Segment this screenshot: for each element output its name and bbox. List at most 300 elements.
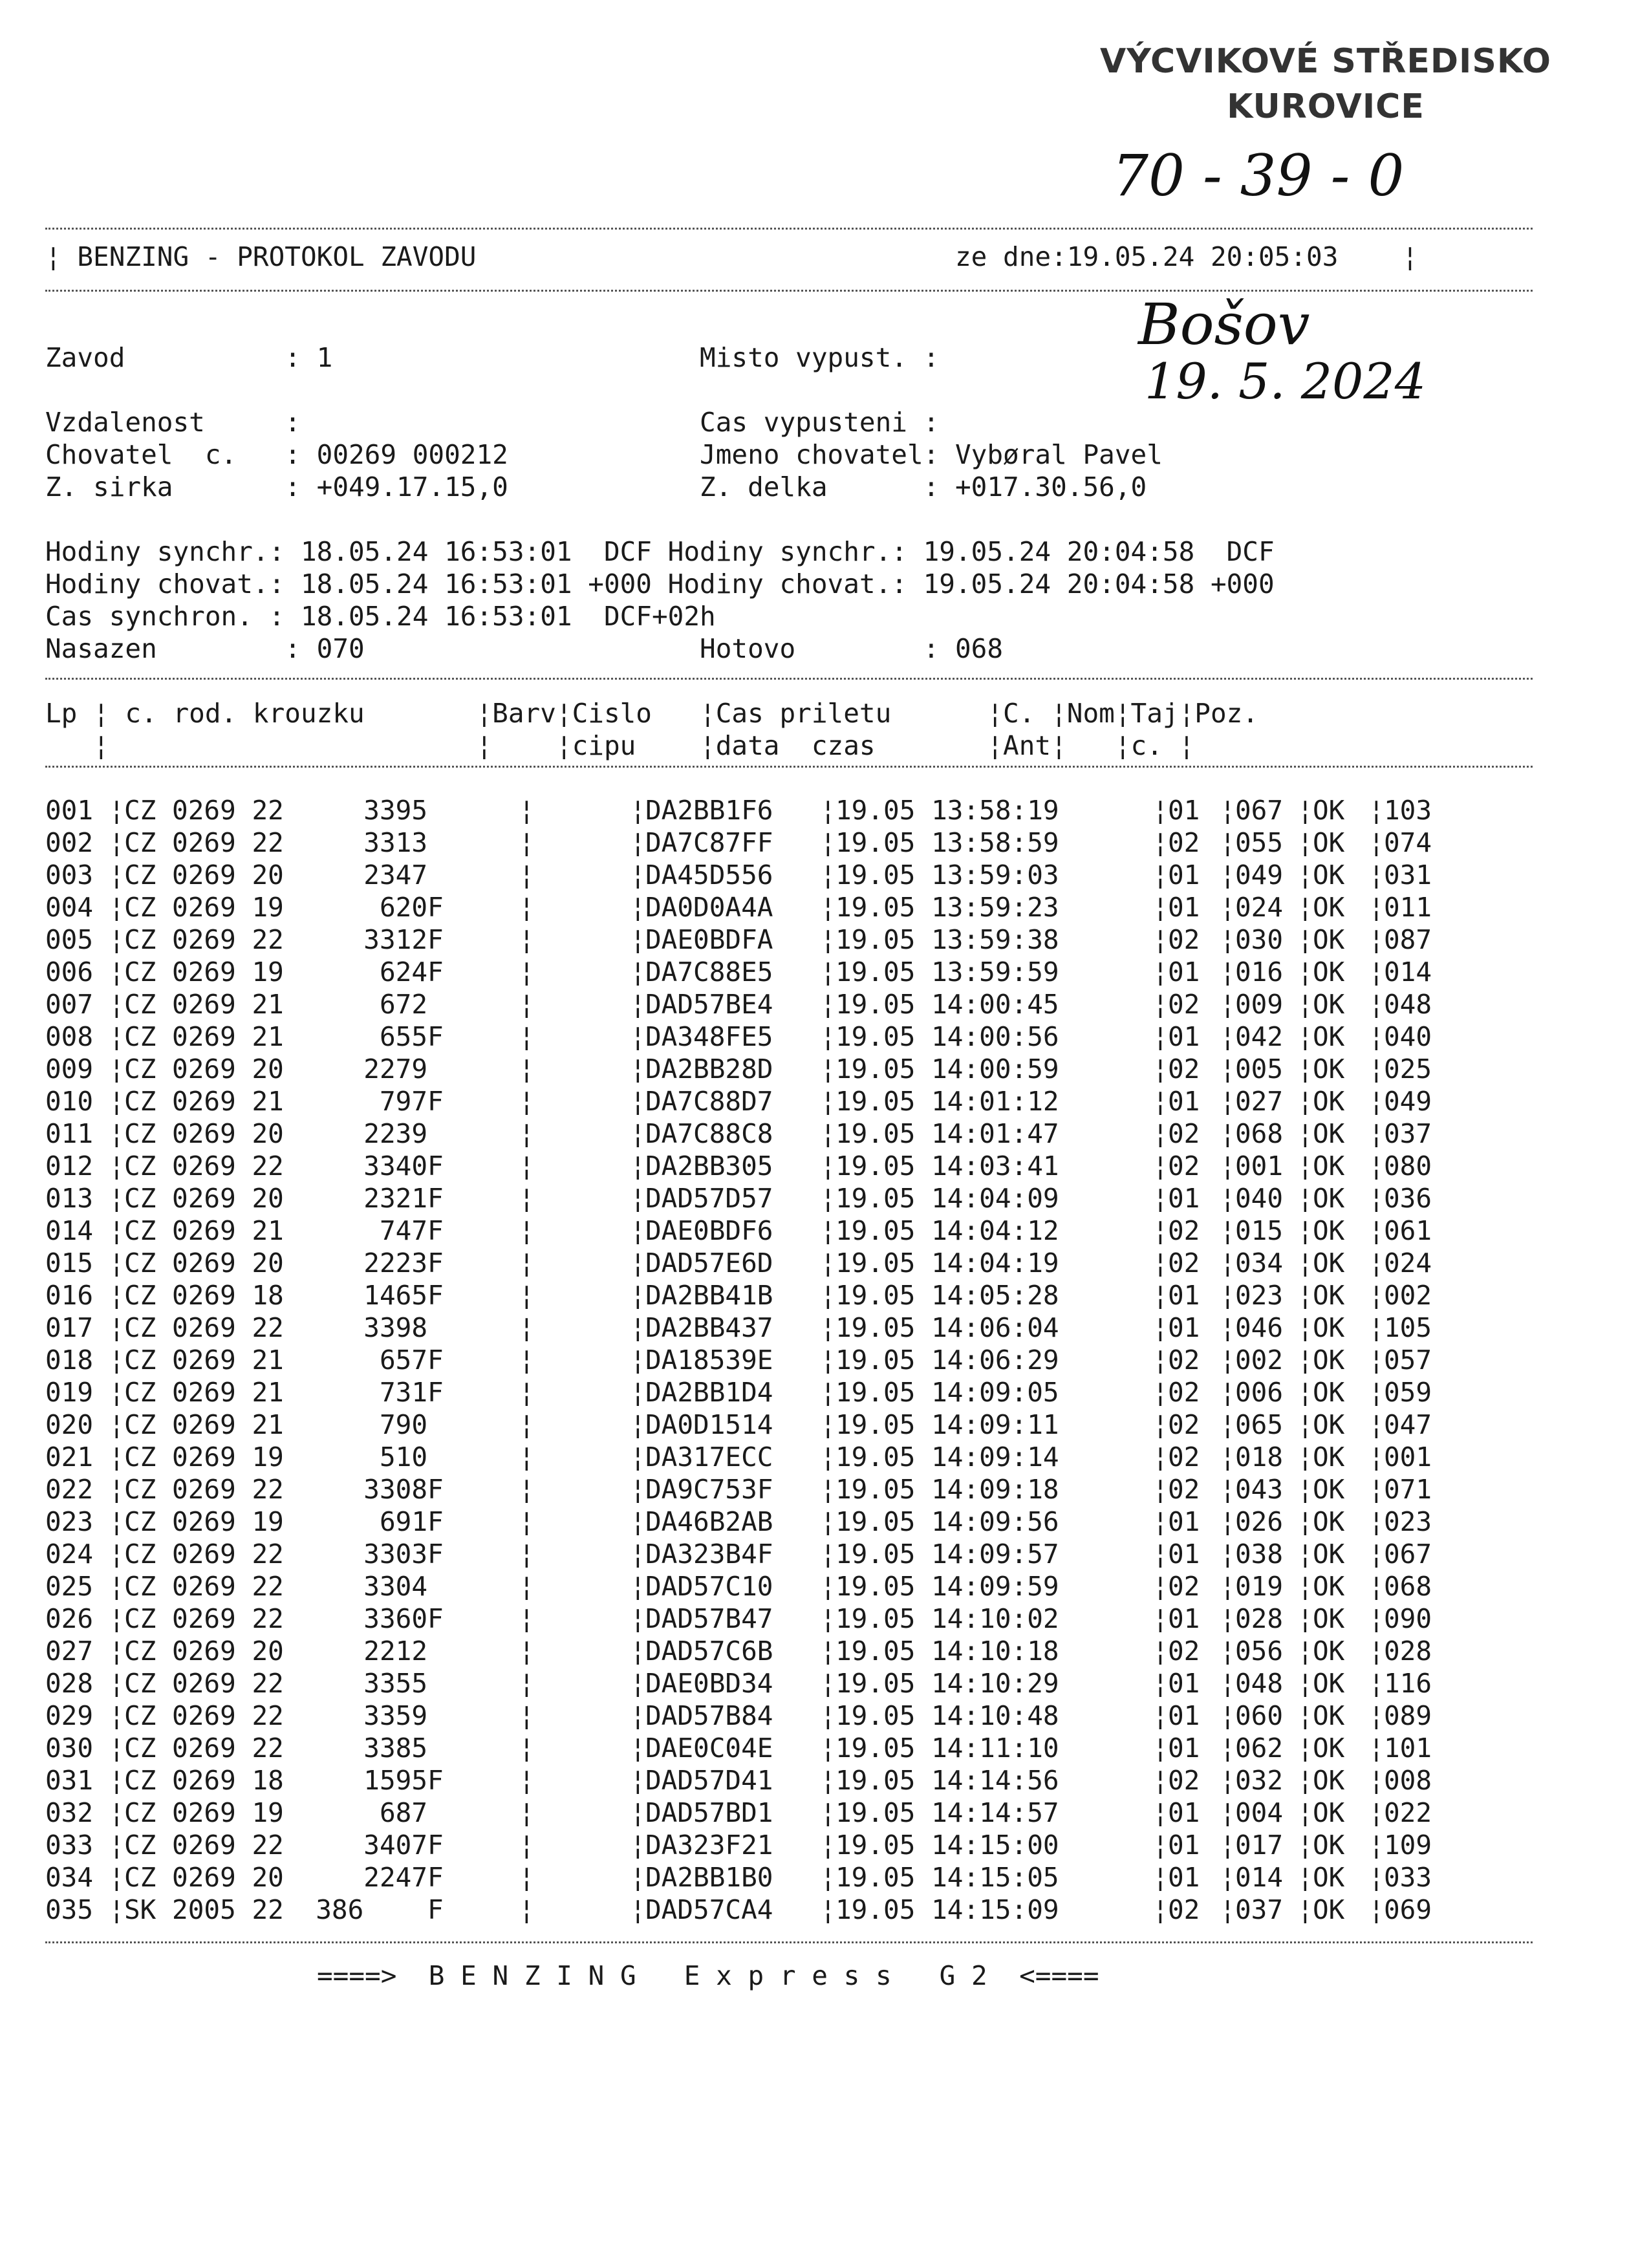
cell-position: 037 bbox=[1384, 1118, 1432, 1149]
column-separator: ¦ bbox=[109, 1539, 125, 1570]
column-separator: ¦ bbox=[1220, 1409, 1236, 1440]
cell-arrival-time: 19.05 14:14:56 bbox=[835, 1765, 1059, 1796]
cell-ring-number: CZ 0269 21 731F bbox=[124, 1377, 444, 1408]
column-separator: ¦ bbox=[109, 1377, 125, 1408]
column-separator: ¦ bbox=[1368, 1377, 1385, 1408]
cell-position: 069 bbox=[1384, 1894, 1432, 1925]
cell-antenna: 02 bbox=[1168, 1474, 1200, 1505]
column-separator: ¦ bbox=[1152, 1862, 1169, 1893]
column-separator: ¦ bbox=[630, 924, 646, 955]
cell-position: 080 bbox=[1384, 1150, 1432, 1182]
column-separator: ¦ bbox=[630, 1797, 646, 1828]
cell-ring-number: CZ 0269 22 3355 bbox=[124, 1668, 444, 1699]
column-separator: ¦ bbox=[519, 1506, 535, 1537]
cell-chip-number: DAD57E6D bbox=[645, 1247, 773, 1279]
cell-antenna: 01 bbox=[1168, 1733, 1200, 1764]
column-separator: ¦ bbox=[820, 1118, 836, 1149]
cell-nomination: 032 bbox=[1235, 1765, 1284, 1796]
column-separator: ¦ bbox=[109, 1474, 125, 1505]
column-separator: ¦ bbox=[1220, 1442, 1236, 1473]
cell-antenna: 01 bbox=[1168, 1021, 1200, 1052]
column-separator: ¦ bbox=[1220, 859, 1236, 891]
column-separator: ¦ bbox=[820, 1830, 836, 1861]
column-separator: ¦ bbox=[1220, 827, 1236, 858]
cell-ring-number: CZ 0269 21 797F bbox=[124, 1086, 444, 1117]
cell-secret-code: OK bbox=[1313, 1183, 1345, 1214]
table-row bbox=[45, 1473, 1449, 1506]
column-separator: ¦ bbox=[1297, 1215, 1313, 1246]
table-row bbox=[45, 1538, 1449, 1570]
column-separator: ¦ bbox=[820, 1312, 836, 1343]
column-separator: ¦ bbox=[1297, 1539, 1313, 1570]
cell-color bbox=[534, 1797, 630, 1829]
column-separator: ¦ bbox=[1297, 859, 1313, 891]
column-separator: ¦ bbox=[1297, 1442, 1313, 1473]
column-separator: ¦ bbox=[1368, 1830, 1385, 1861]
cell-antenna: 01 bbox=[1168, 1603, 1200, 1634]
column-separator: ¦ bbox=[109, 1700, 125, 1731]
cell-secret-code: OK bbox=[1313, 1636, 1345, 1667]
column-separator: ¦ bbox=[519, 1830, 535, 1861]
cell-antenna: 02 bbox=[1168, 1150, 1200, 1182]
cell-arrival-time: 19.05 14:04:09 bbox=[835, 1183, 1059, 1214]
cell-antenna: 01 bbox=[1168, 1700, 1200, 1731]
column-separator: ¦ bbox=[1368, 1894, 1385, 1925]
cell-ring-number: CZ 0269 22 3313 bbox=[124, 827, 444, 858]
cell-row-number: 029 bbox=[45, 1700, 94, 1731]
cell-ring-number: CZ 0269 22 3398 bbox=[124, 1312, 444, 1343]
column-separator: ¦ bbox=[1368, 1280, 1385, 1311]
column-separator: ¦ bbox=[1152, 1636, 1169, 1667]
cell-nomination: 009 bbox=[1235, 989, 1284, 1020]
cell-chip-number: DA18539E bbox=[645, 1345, 773, 1376]
column-separator: ¦ bbox=[1368, 1797, 1385, 1828]
cell-antenna: 01 bbox=[1168, 1797, 1200, 1828]
cell-position: 033 bbox=[1384, 1862, 1432, 1893]
cell-nomination: 027 bbox=[1235, 1086, 1284, 1117]
cell-chip-number: DA45D556 bbox=[645, 859, 773, 891]
cell-secret-code: OK bbox=[1313, 1280, 1345, 1311]
table-row bbox=[45, 1506, 1449, 1538]
column-separator: ¦ bbox=[109, 859, 125, 891]
cell-chip-number: DA0D0A4A bbox=[645, 892, 773, 923]
cell-chip-number: DAE0BD34 bbox=[645, 1668, 773, 1699]
cell-antenna: 02 bbox=[1168, 1636, 1200, 1667]
column-separator: ¦ bbox=[820, 1506, 836, 1537]
handwritten-code: 70 - 39 - 0 bbox=[1112, 142, 1405, 209]
cell-color bbox=[534, 826, 630, 859]
column-separator: ¦ bbox=[1368, 989, 1385, 1020]
cell-secret-code: OK bbox=[1313, 1345, 1345, 1376]
arrivals-table bbox=[45, 794, 1449, 1926]
column-separator: ¦ bbox=[109, 989, 125, 1020]
cell-secret-code: OK bbox=[1313, 1603, 1345, 1634]
cell-row-number: 004 bbox=[45, 892, 94, 923]
column-separator: ¦ bbox=[630, 1312, 646, 1343]
cell-color bbox=[534, 1409, 630, 1441]
cell-arrival-time: 19.05 14:14:57 bbox=[835, 1797, 1059, 1828]
column-separator: ¦ bbox=[1297, 1733, 1313, 1764]
column-separator: ¦ bbox=[1297, 1506, 1313, 1537]
column-separator: ¦ bbox=[1220, 1215, 1236, 1246]
cell-chip-number: DA2BB41B bbox=[645, 1280, 773, 1311]
column-separator: ¦ bbox=[109, 1215, 125, 1246]
cell-color bbox=[534, 1829, 630, 1861]
column-separator: ¦ bbox=[630, 1700, 646, 1731]
cell-color bbox=[534, 1215, 630, 1247]
cell-nomination: 023 bbox=[1235, 1280, 1284, 1311]
column-separator: ¦ bbox=[630, 795, 646, 826]
cell-ring-number: CZ 0269 22 3312F bbox=[124, 924, 444, 955]
column-separator: ¦ bbox=[1152, 1797, 1169, 1828]
cell-position: 103 bbox=[1384, 795, 1432, 826]
cell-secret-code: OK bbox=[1313, 1797, 1345, 1828]
column-separator: ¦ bbox=[519, 1733, 535, 1764]
column-separator: ¦ bbox=[1220, 1894, 1236, 1925]
cell-arrival-time: 19.05 14:09:57 bbox=[835, 1539, 1059, 1570]
cell-ring-number: CZ 0269 21 790 bbox=[124, 1409, 444, 1440]
column-separator: ¦ bbox=[519, 1765, 535, 1796]
cell-arrival-time: 19.05 14:06:29 bbox=[835, 1345, 1059, 1376]
cell-antenna: 02 bbox=[1168, 1053, 1200, 1085]
column-separator: ¦ bbox=[1368, 1442, 1385, 1473]
column-separator: ¦ bbox=[1368, 892, 1385, 923]
column-separator: ¦ bbox=[1368, 1247, 1385, 1279]
column-separator: ¦ bbox=[1220, 892, 1236, 923]
cell-position: 071 bbox=[1384, 1474, 1432, 1505]
cell-antenna: 01 bbox=[1168, 1539, 1200, 1570]
cell-ring-number: CZ 0269 22 3395 bbox=[124, 795, 444, 826]
column-separator: ¦ bbox=[820, 1668, 836, 1699]
column-separator: ¦ bbox=[630, 1603, 646, 1634]
column-separator: ¦ bbox=[1297, 1150, 1313, 1182]
cell-arrival-time: 19.05 14:10:18 bbox=[835, 1636, 1059, 1667]
cell-position: 008 bbox=[1384, 1765, 1432, 1796]
cell-chip-number: DA2BB437 bbox=[645, 1312, 773, 1343]
cell-color bbox=[534, 1182, 630, 1215]
cell-color bbox=[534, 1150, 630, 1182]
column-separator: ¦ bbox=[1297, 1280, 1313, 1311]
cell-color bbox=[534, 891, 630, 923]
cell-color bbox=[534, 1118, 630, 1150]
cell-row-number: 025 bbox=[45, 1571, 94, 1602]
column-separator: ¦ bbox=[1220, 1247, 1236, 1279]
cell-row-number: 033 bbox=[45, 1830, 94, 1861]
column-separator: ¦ bbox=[519, 1894, 535, 1925]
cell-nomination: 028 bbox=[1235, 1603, 1284, 1634]
cell-chip-number: DAD57B84 bbox=[645, 1700, 773, 1731]
cell-ring-number: SK 2005 22 386 F bbox=[124, 1894, 444, 1925]
cell-nomination: 015 bbox=[1235, 1215, 1284, 1246]
table-row bbox=[45, 1797, 1449, 1829]
cell-color bbox=[534, 1861, 630, 1894]
cell-antenna: 02 bbox=[1168, 1377, 1200, 1408]
cell-nomination: 016 bbox=[1235, 956, 1284, 988]
cell-ring-number: CZ 0269 22 3385 bbox=[124, 1733, 444, 1764]
column-separator: ¦ bbox=[1152, 1150, 1169, 1182]
cell-chip-number: DA323F21 bbox=[645, 1830, 773, 1861]
cell-nomination: 002 bbox=[1235, 1345, 1284, 1376]
cell-arrival-time: 19.05 14:15:05 bbox=[835, 1862, 1059, 1893]
cell-row-number: 010 bbox=[45, 1086, 94, 1117]
cell-antenna: 02 bbox=[1168, 1345, 1200, 1376]
cell-row-number: 020 bbox=[45, 1409, 94, 1440]
column-separator: ¦ bbox=[630, 1345, 646, 1376]
cell-chip-number: DAD57D41 bbox=[645, 1765, 773, 1796]
cell-color bbox=[534, 1473, 630, 1506]
cell-row-number: 022 bbox=[45, 1474, 94, 1505]
column-separator: ¦ bbox=[820, 1700, 836, 1731]
cell-row-number: 024 bbox=[45, 1539, 94, 1570]
column-separator: ¦ bbox=[1368, 1506, 1385, 1537]
cell-chip-number: DAD57C10 bbox=[645, 1571, 773, 1602]
column-separator: ¦ bbox=[109, 1603, 125, 1634]
column-separator: ¦ bbox=[109, 1668, 125, 1699]
cell-ring-number: CZ 0269 19 691F bbox=[124, 1506, 444, 1537]
cell-nomination: 014 bbox=[1235, 1862, 1284, 1893]
divider bbox=[45, 228, 1533, 230]
cell-row-number: 016 bbox=[45, 1280, 94, 1311]
column-separator: ¦ bbox=[109, 892, 125, 923]
cell-nomination: 001 bbox=[1235, 1150, 1284, 1182]
cell-arrival-time: 19.05 14:01:12 bbox=[835, 1086, 1059, 1117]
column-separator: ¦ bbox=[1297, 1409, 1313, 1440]
column-separator: ¦ bbox=[1220, 1183, 1236, 1214]
column-separator: ¦ bbox=[519, 1247, 535, 1279]
cell-nomination: 024 bbox=[1235, 892, 1284, 923]
column-separator: ¦ bbox=[1152, 1215, 1169, 1246]
cell-chip-number: DA9C753F bbox=[645, 1474, 773, 1505]
cell-secret-code: OK bbox=[1313, 1700, 1345, 1731]
cell-arrival-time: 19.05 14:03:41 bbox=[835, 1150, 1059, 1182]
column-separator: ¦ bbox=[519, 1636, 535, 1667]
cell-chip-number: DAE0BDF6 bbox=[645, 1215, 773, 1246]
column-separator: ¦ bbox=[109, 1862, 125, 1893]
column-separator: ¦ bbox=[519, 1118, 535, 1149]
column-separator: ¦ bbox=[109, 1894, 125, 1925]
cell-color bbox=[534, 1894, 630, 1926]
cell-secret-code: OK bbox=[1313, 1668, 1345, 1699]
column-separator: ¦ bbox=[630, 989, 646, 1020]
column-separator: ¦ bbox=[630, 1733, 646, 1764]
cell-secret-code: OK bbox=[1313, 827, 1345, 858]
cell-chip-number: DAD57D57 bbox=[645, 1183, 773, 1214]
cell-position: 105 bbox=[1384, 1312, 1432, 1343]
column-separator: ¦ bbox=[1152, 1733, 1169, 1764]
table-row bbox=[45, 1441, 1449, 1473]
cell-nomination: 034 bbox=[1235, 1247, 1284, 1279]
cell-nomination: 067 bbox=[1235, 795, 1284, 826]
column-separator: ¦ bbox=[109, 1345, 125, 1376]
column-separator: ¦ bbox=[1368, 827, 1385, 858]
cell-chip-number: DAD57C6B bbox=[645, 1636, 773, 1667]
cell-nomination: 048 bbox=[1235, 1668, 1284, 1699]
cell-chip-number: DAD57BD1 bbox=[645, 1797, 773, 1828]
column-separator: ¦ bbox=[1220, 1733, 1236, 1764]
table-row bbox=[45, 1247, 1449, 1279]
column-separator: ¦ bbox=[820, 1862, 836, 1893]
cell-secret-code: OK bbox=[1313, 1894, 1345, 1925]
table-row bbox=[45, 1764, 1449, 1797]
column-separator: ¦ bbox=[1152, 1409, 1169, 1440]
column-separator: ¦ bbox=[1297, 1183, 1313, 1214]
column-separator: ¦ bbox=[630, 1280, 646, 1311]
cell-arrival-time: 19.05 14:04:12 bbox=[835, 1215, 1059, 1246]
cell-nomination: 019 bbox=[1235, 1571, 1284, 1602]
table-row bbox=[45, 988, 1449, 1021]
cell-nomination: 055 bbox=[1235, 827, 1284, 858]
column-separator: ¦ bbox=[1297, 989, 1313, 1020]
column-separator: ¦ bbox=[820, 1571, 836, 1602]
column-separator: ¦ bbox=[1152, 1247, 1169, 1279]
table-row bbox=[45, 1861, 1449, 1894]
cell-arrival-time: 19.05 14:15:00 bbox=[835, 1830, 1059, 1861]
cell-arrival-time: 19.05 13:59:59 bbox=[835, 956, 1059, 988]
column-separator: ¦ bbox=[519, 1571, 535, 1602]
cell-nomination: 017 bbox=[1235, 1830, 1284, 1861]
cell-arrival-time: 19.05 14:11:10 bbox=[835, 1733, 1059, 1764]
cell-color bbox=[534, 1085, 630, 1118]
cell-color bbox=[534, 859, 630, 891]
cell-position: 059 bbox=[1384, 1377, 1432, 1408]
cell-chip-number: DAD57CA4 bbox=[645, 1894, 773, 1925]
column-separator: ¦ bbox=[1297, 1603, 1313, 1634]
column-separator: ¦ bbox=[1368, 1571, 1385, 1602]
cell-row-number: 028 bbox=[45, 1668, 94, 1699]
cell-row-number: 023 bbox=[45, 1506, 94, 1537]
column-separator: ¦ bbox=[1152, 956, 1169, 988]
cell-chip-number: DA7C88D7 bbox=[645, 1086, 773, 1117]
column-separator: ¦ bbox=[1368, 1733, 1385, 1764]
cell-color bbox=[534, 1279, 630, 1312]
cell-secret-code: OK bbox=[1313, 1409, 1345, 1440]
cell-ring-number: CZ 0269 20 2212 bbox=[124, 1636, 444, 1667]
cell-color bbox=[534, 1732, 630, 1764]
cell-row-number: 026 bbox=[45, 1603, 94, 1634]
column-separator: ¦ bbox=[1297, 1312, 1313, 1343]
cell-secret-code: OK bbox=[1313, 1765, 1345, 1796]
column-separator: ¦ bbox=[1152, 1603, 1169, 1634]
cell-row-number: 019 bbox=[45, 1377, 94, 1408]
column-separator: ¦ bbox=[1220, 1312, 1236, 1343]
handwritten-release-place: Bošov bbox=[1138, 291, 1310, 358]
cell-nomination: 042 bbox=[1235, 1021, 1284, 1052]
header-line: Zavod : 1 Misto vypust. : bbox=[45, 342, 940, 373]
header-line: Vzdalenost : Cas vypusteni : bbox=[45, 407, 940, 438]
column-separator: ¦ bbox=[1152, 1474, 1169, 1505]
cell-secret-code: OK bbox=[1313, 1377, 1345, 1408]
cell-antenna: 01 bbox=[1168, 795, 1200, 826]
column-separator: ¦ bbox=[1152, 924, 1169, 955]
cell-nomination: 046 bbox=[1235, 1312, 1284, 1343]
cell-row-number: 008 bbox=[45, 1021, 94, 1052]
cell-secret-code: OK bbox=[1313, 1247, 1345, 1279]
cell-arrival-time: 19.05 14:05:28 bbox=[835, 1280, 1059, 1311]
cell-ring-number: CZ 0269 18 1465F bbox=[124, 1280, 444, 1311]
column-separator: ¦ bbox=[630, 1118, 646, 1149]
cell-color bbox=[534, 1538, 630, 1570]
column-separator: ¦ bbox=[1297, 795, 1313, 826]
cell-color bbox=[534, 1376, 630, 1409]
column-separator: ¦ bbox=[1297, 924, 1313, 955]
column-separator: ¦ bbox=[109, 1021, 125, 1052]
column-separator: ¦ bbox=[820, 1603, 836, 1634]
column-separator: ¦ bbox=[820, 1183, 836, 1214]
column-separator: ¦ bbox=[109, 956, 125, 988]
cell-ring-number: CZ 0269 22 3303F bbox=[124, 1539, 444, 1570]
handwritten-release-date: 19. 5. 2024 bbox=[1145, 352, 1427, 410]
cell-secret-code: OK bbox=[1313, 1312, 1345, 1343]
column-header-line: Lp ¦ c. rod. krouzku ¦Barv¦Cislo ¦Cas priletu ¦C. ¦Nom¦Taj¦Poz. bbox=[45, 698, 1258, 729]
column-separator: ¦ bbox=[109, 1247, 125, 1279]
cell-row-number: 006 bbox=[45, 956, 94, 988]
column-separator: ¦ bbox=[1220, 1830, 1236, 1861]
cell-row-number: 031 bbox=[45, 1765, 94, 1796]
column-separator: ¦ bbox=[1368, 956, 1385, 988]
cell-antenna: 01 bbox=[1168, 1183, 1200, 1214]
column-separator: ¦ bbox=[109, 1797, 125, 1828]
column-separator: ¦ bbox=[1297, 1474, 1313, 1505]
column-separator: ¦ bbox=[109, 795, 125, 826]
cell-position: 048 bbox=[1384, 989, 1432, 1020]
column-separator: ¦ bbox=[519, 1053, 535, 1085]
cell-row-number: 009 bbox=[45, 1053, 94, 1085]
table-row bbox=[45, 1312, 1449, 1344]
column-separator: ¦ bbox=[1368, 1668, 1385, 1699]
cell-arrival-time: 19.05 13:59:23 bbox=[835, 892, 1059, 923]
table-row bbox=[45, 1667, 1449, 1700]
stamp-line-2: KUROVICE bbox=[1227, 87, 1425, 126]
column-separator: ¦ bbox=[109, 1506, 125, 1537]
table-row bbox=[45, 891, 1449, 923]
column-separator: ¦ bbox=[1220, 1280, 1236, 1311]
column-separator: ¦ bbox=[1368, 795, 1385, 826]
cell-color bbox=[534, 1603, 630, 1635]
column-separator: ¦ bbox=[519, 1700, 535, 1731]
cell-antenna: 02 bbox=[1168, 1894, 1200, 1925]
cell-nomination: 060 bbox=[1235, 1700, 1284, 1731]
footer-banner: ====> B E N Z I N G E x p r e s s G 2 <==== bbox=[317, 1960, 1099, 1991]
cell-arrival-time: 19.05 14:09:59 bbox=[835, 1571, 1059, 1602]
column-separator: ¦ bbox=[820, 924, 836, 955]
cell-arrival-time: 19.05 14:09:11 bbox=[835, 1409, 1059, 1440]
cell-row-number: 014 bbox=[45, 1215, 94, 1246]
column-separator: ¦ bbox=[630, 1571, 646, 1602]
column-separator: ¦ bbox=[1220, 1603, 1236, 1634]
cell-antenna: 02 bbox=[1168, 1765, 1200, 1796]
column-separator: ¦ bbox=[820, 1377, 836, 1408]
cell-position: 061 bbox=[1384, 1215, 1432, 1246]
cell-secret-code: OK bbox=[1313, 956, 1345, 988]
cell-nomination: 043 bbox=[1235, 1474, 1284, 1505]
cell-nomination: 037 bbox=[1235, 1894, 1284, 1925]
cell-chip-number: DAD57BE4 bbox=[645, 989, 773, 1020]
header-line bbox=[45, 503, 1275, 535]
cell-color bbox=[534, 794, 630, 826]
column-separator: ¦ bbox=[1152, 1183, 1169, 1214]
column-separator: ¦ bbox=[820, 859, 836, 891]
column-separator: ¦ bbox=[1368, 1086, 1385, 1117]
column-separator: ¦ bbox=[630, 1247, 646, 1279]
cell-row-number: 015 bbox=[45, 1247, 94, 1279]
column-separator: ¦ bbox=[519, 1086, 535, 1117]
divider bbox=[45, 766, 1533, 768]
column-separator: ¦ bbox=[820, 1280, 836, 1311]
column-separator: ¦ bbox=[820, 1636, 836, 1667]
column-separator: ¦ bbox=[519, 1215, 535, 1246]
column-separator: ¦ bbox=[820, 1021, 836, 1052]
cell-row-number: 032 bbox=[45, 1797, 94, 1828]
